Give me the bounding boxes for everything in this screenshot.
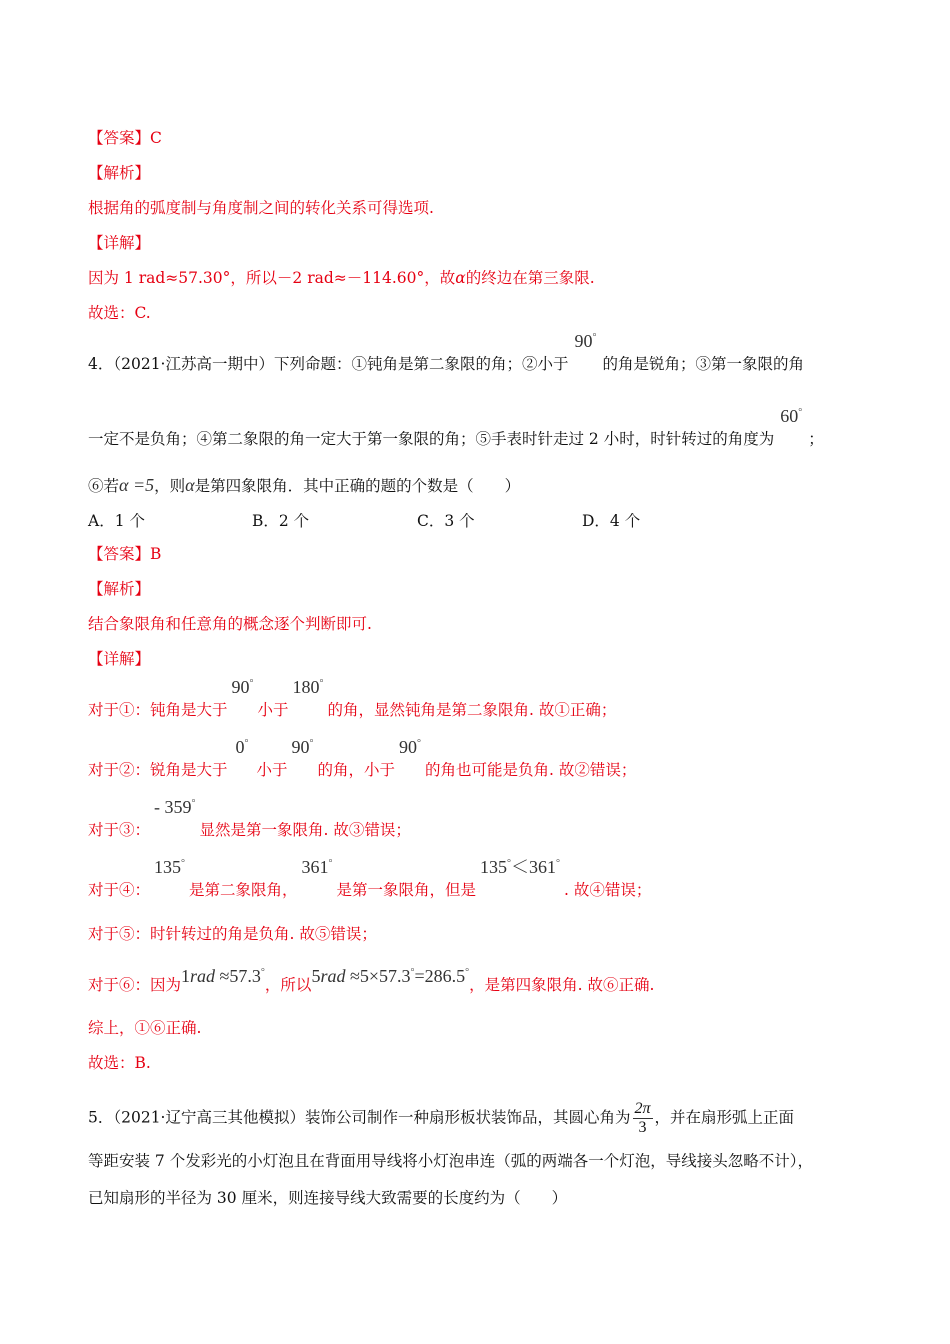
q4-detail-3: 对于③：- 359°显然是第一象限角. 故③错误；: [88, 797, 411, 839]
q4-summary: 综上，①⑥正确.: [88, 1019, 202, 1037]
q4-detail-2: 对于②：锐角是大于0°小于90°的角，小于90°的角也可能是负角. 故②错误；: [88, 737, 637, 779]
q4-detail-6: 对于⑥：因为1rad ≈57.3°，所以5rad ≈5×57.3°=286.5°，是第四象限角. 故⑥正确.: [88, 966, 655, 994]
q4-option-a: A．1 个: [88, 512, 145, 530]
q4-answer: 【答案】B: [88, 545, 162, 563]
q4-detail-1: 对于①：钝角是大于90°小于180°的角，显然钝角是第二象限角. 故①正确；: [88, 677, 617, 719]
q3-conclusion: 故选：C.: [88, 304, 151, 322]
q5-stem-line2: 等距安装 7 个发彩光的小灯泡且在背面用导线将小灯泡串连（弧的两端各一个灯泡，导线接头忽略不计），: [88, 1152, 813, 1170]
q3-analysis-label: 【解析】: [88, 164, 151, 182]
q4-analysis-label: 【解析】: [88, 580, 151, 598]
q5-stem-line3: 已知扇形的半径为 30 厘米，则连接导线大致需要的长度约为（ ）: [88, 1189, 568, 1207]
q3-detail-label: 【详解】: [88, 234, 151, 252]
q3-analysis-text: 根据角的弧度制与角度制之间的转化关系可得选项.: [88, 199, 434, 217]
q4-detail-label: 【详解】: [88, 650, 151, 668]
q4-analysis-text: 结合象限角和任意角的概念逐个判断即可.: [88, 615, 372, 633]
q5-fraction: $\frac{2\pi}{3}$: [634, 1100, 651, 1136]
q3-detail-text: 因为 1 rad≈57.30°，所以－2 rad≈－114.60°，故α的终边在第三象限.: [88, 269, 595, 287]
q4-stem-line1: 4．（2021·江苏高一期中）下列命题：①钝角是第二象限的角；②小于90°的角是锐角；③第一象限的角: [88, 331, 805, 373]
q3-answer: 【答案】C: [88, 129, 162, 147]
q4-detail-4: 对于④：135°是第二象限角，361°是第一象限角，但是135°＜361°. 故④错误；: [88, 857, 652, 899]
q4-option-d: D．4 个: [582, 512, 641, 530]
q4-conclusion: 故选：B.: [88, 1054, 151, 1072]
q4-detail-5: 对于⑤：时针转过的角是负角. 故⑤错误；: [88, 925, 377, 943]
q4-stem-line2: 一定不是负角；④第二象限的角一定大于第一象限的角；⑤手表时针走过 2 小时，时针转过的角度为60°；: [88, 406, 824, 448]
q5-stem-line1: 5．（2021·辽宁高三其他模拟）装饰公司制作一种扇形板状装饰品，其圆心角为 $\frac{2\pi}{3}$ ，并在扇形弧上正面: [88, 1100, 795, 1136]
q4-option-b: B．2 个: [252, 512, 310, 530]
q4-option-c: C．3 个: [417, 512, 475, 530]
q4-stem-line3: ⑥若α =5，则α是第四象限角．其中正确的题的个数是（ ）: [88, 475, 521, 495]
